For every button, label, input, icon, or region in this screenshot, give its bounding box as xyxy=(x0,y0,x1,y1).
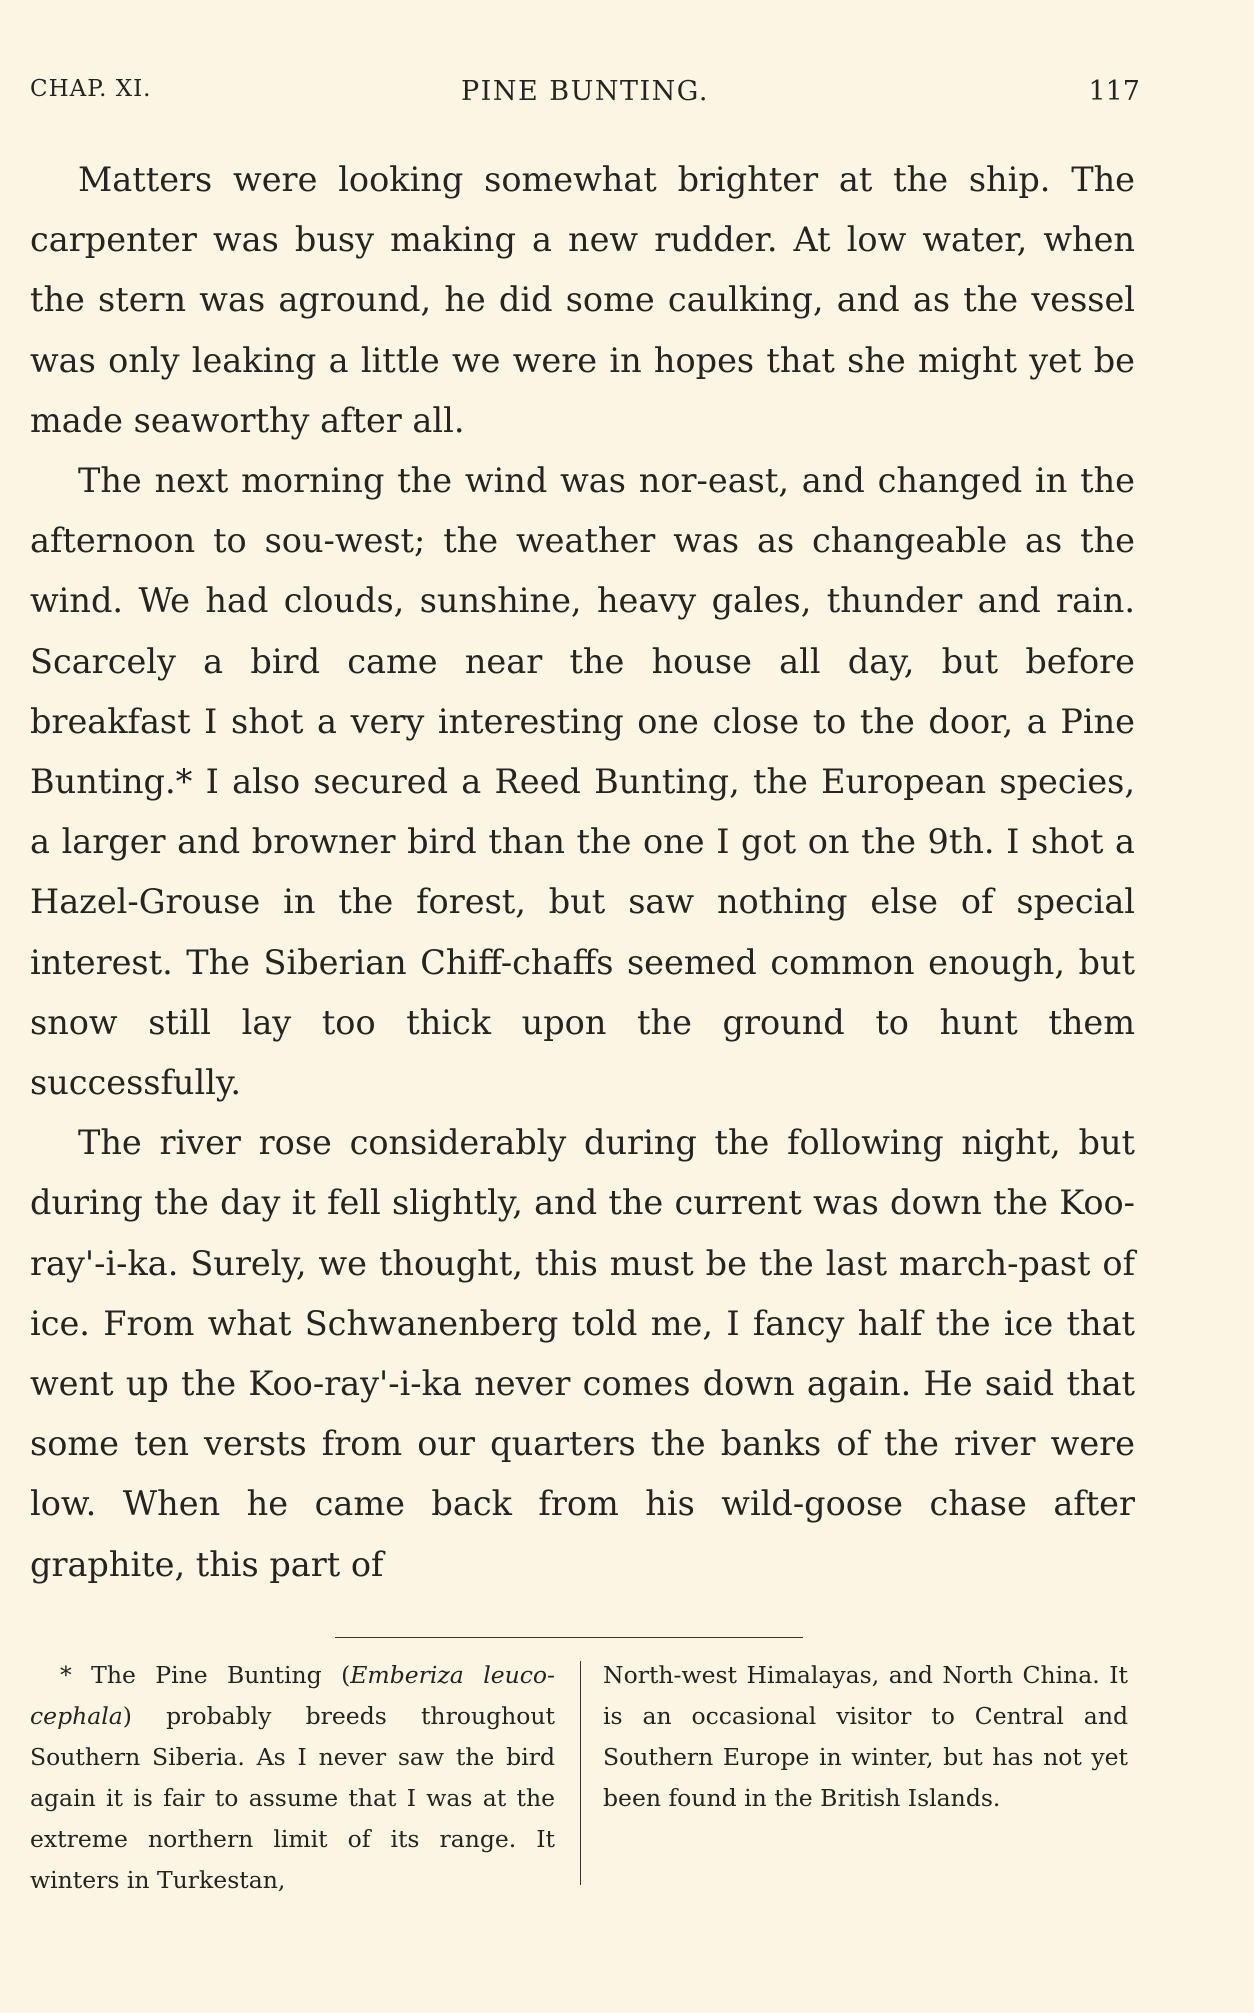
chapter-label: CHAP. XI. xyxy=(30,76,152,102)
footnote-left-text xyxy=(30,1655,555,1901)
page-number: 117 xyxy=(1088,76,1140,107)
footnote-rule xyxy=(335,1637,803,1638)
footnote-column-left xyxy=(30,1655,555,1901)
paragraph-1: Matters were looking somewhat brighter at the ship. The carpenter was busy making a new rudder. At low water, when the stern was aground, he did some caulking, and as the vessel was only leaking a little we were in hopes that she might yet be made seaworthy after all. xyxy=(30,160,1135,440)
body-text xyxy=(30,150,1135,1595)
footnote-column-right xyxy=(603,1655,1128,1819)
footnote-marker: * The Pine Bunting ( xyxy=(60,1661,351,1689)
species-name: Emberiza leuco-cephala xyxy=(30,1661,555,1730)
paragraph-3: The river rose considerably during the following night, but during the day it fell slightly, and the current was down the Koo-ray'-i-ka. Surely, we thought, this must be the last march-past of ice. From what Schwanenberg told me, I fancy half the ice that went up the Koo-ray'-i-ka never comes down again. He said that some ten versts from our quarters the banks of the river were low. When he came back from his wild-goose chase after graphite, this part of xyxy=(30,1123,1135,1584)
footnote-column-divider xyxy=(580,1661,581,1885)
footnote xyxy=(30,1655,1135,1895)
footnote-right-text: North-west Himalayas, and North China. It is an occasional visitor to Central and Southern Europe in winter, but has not yet been found in the British Islands. xyxy=(603,1661,1128,1812)
page-header-title: PINE BUNTING. xyxy=(461,76,709,107)
paragraph-2: The next morning the wind was nor-east, and changed in the afternoon to sou-west; the weather was as changeable as the wind. We had clouds, sunshine, heavy gales, thunder and rain. Scarcely a bird came near the house all day, but before breakfast I shot a very interesting one close to the door, a Pine Bunting.* I also secured a Reed Bunting, the European species, a larger and browner bird than the one I got on the 9th. I shot a Hazel-Grouse in the forest, but saw nothing else of special interest. The Siberian Chiff-chaffs seemed common enough, but snow still lay too thick upon the ground to hunt them successfully. xyxy=(30,461,1135,1103)
footnote-left-body: ) probably breeds throughout Southern Siberia. As I never saw the bird again it is fair to assume that I was at the extreme northern limit of its range. It winters in Turkestan, xyxy=(30,1702,555,1894)
running-head xyxy=(30,76,1140,116)
